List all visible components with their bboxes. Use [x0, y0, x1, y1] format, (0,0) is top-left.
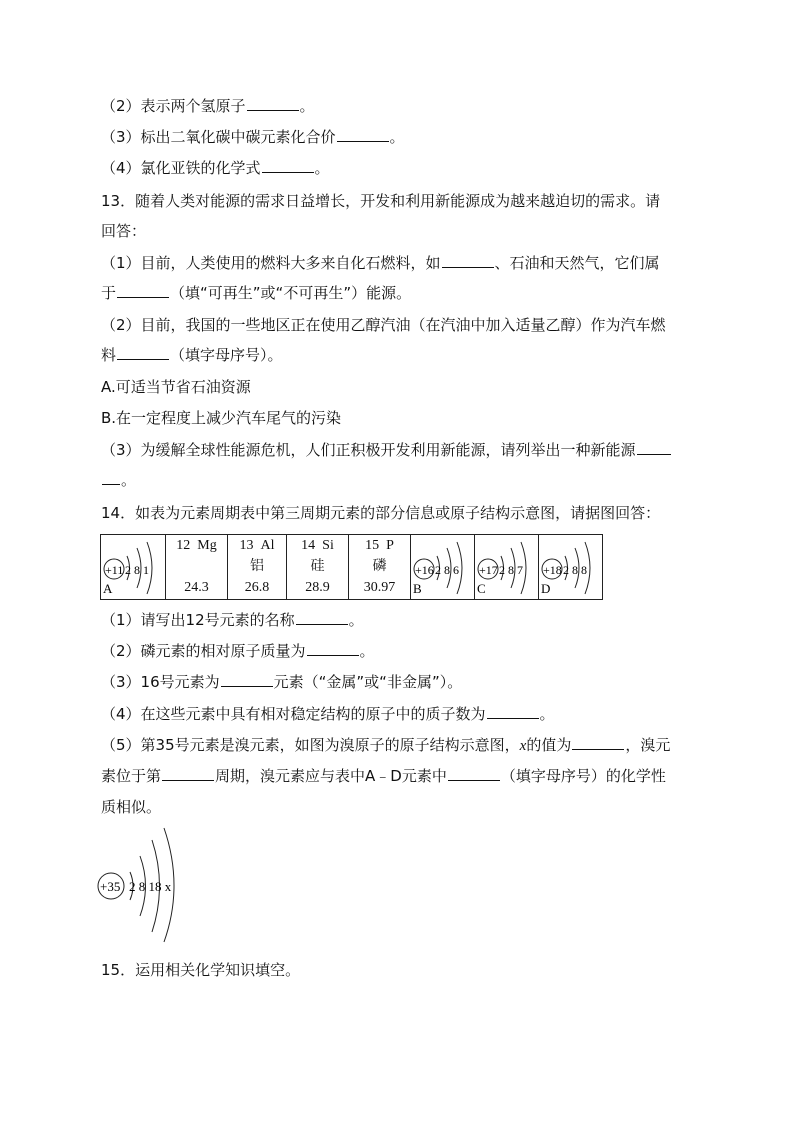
q14-part5-line3 [101, 796, 161, 818]
atomic-number: 12 [176, 538, 191, 553]
q14-text: 14．如表为元素周期表中第三周期元素的部分信息或原子结构示意图，请据图回答： [101, 504, 661, 522]
q13-stem-2 [101, 220, 146, 242]
atom-d-diagram [539, 535, 602, 595]
atom-a-diagram [101, 535, 165, 595]
atom-c-cell [475, 535, 539, 600]
atomic-mass: 30.97 [363, 580, 396, 595]
q13-part2b-text-end: （填字母序号）。 [170, 346, 283, 364]
q14-stem [101, 502, 660, 524]
atom-letter: B [413, 581, 422, 595]
answer-blank[interactable] [487, 704, 539, 719]
q13-part1-text-end: 、石油和天然气，它们属 [494, 254, 660, 272]
q13-part1-text: （1）目前，人类使用的燃料大多来自化石燃料，如 [101, 254, 441, 272]
atomic-mass: 24.3 [184, 580, 209, 595]
punct: 。 [121, 471, 137, 489]
answer-blank[interactable] [337, 127, 389, 142]
bromine-atom-diagram [94, 826, 194, 944]
q14-part5-text: （5）第35号元素是溴元素，如图为溴原子的原子结构示意图， [101, 736, 520, 754]
element-name: 铝 [250, 559, 264, 574]
q14-part5c-text: 质相似。 [101, 798, 162, 816]
q13-part2-line1 [101, 314, 666, 336]
atom-a-cell [101, 535, 166, 600]
element-si [287, 535, 349, 600]
atom-b-cell [411, 535, 475, 600]
option-b [101, 407, 341, 429]
q14-part5b-text: 素位于第 [101, 767, 162, 785]
element-al [228, 535, 287, 600]
q13-part1b-text-end: （填“可再生”或“不可再生”）能源。 [170, 284, 412, 302]
punct: 。 [389, 128, 405, 146]
q12-part4 [101, 157, 330, 179]
q14-part5b-text-end: （填字母序号）的化学性 [500, 767, 666, 785]
q15-text: 15．运用相关化学知识填空。 [101, 961, 301, 979]
element-symbol: Al [260, 538, 275, 553]
variable-x: x [519, 738, 527, 754]
q13-text: 13．随着人类对能源的需求日益增长，开发和利用新能源成为越来越迫切的需求。请 [101, 192, 661, 210]
atomic-mass: 26.8 [244, 580, 270, 595]
element-p [349, 535, 411, 600]
q13-part1-line2 [101, 282, 411, 304]
punct: 。 [348, 611, 364, 629]
nucleus-label: +18 [543, 563, 562, 577]
q13-part1-line1 [101, 252, 660, 274]
q14-part3-text: （3）16号元素为 [101, 673, 220, 691]
q13-part3-text: （3）为缓解全球性能源危机，人们正积极开发利用新能源，请列举出一种新能源 [101, 441, 636, 459]
punct: 。 [299, 97, 315, 115]
q13-part3-line2 [101, 469, 136, 491]
shell-electrons: 2 8 7 [499, 563, 523, 577]
q12-part3-text: （3）标出二氧化碳中碳元素化合价 [101, 128, 336, 146]
nucleus-label: +35 [100, 879, 121, 894]
answer-blank[interactable] [296, 610, 348, 625]
q14-part3-text-end: 元素（“金属”或“非金属”）。 [273, 673, 463, 691]
shell-electrons: 2 8 6 [435, 563, 459, 577]
element-symbol: Si [322, 538, 334, 553]
q14-part1-text: （1）请写出12号元素的名称 [101, 611, 295, 629]
shell-electrons: 2 8 8 [563, 563, 587, 577]
shell-electrons: 2 8 1 [125, 563, 149, 577]
q13-part2b-text: 料 [101, 346, 117, 364]
answer-blank[interactable] [117, 283, 169, 298]
q14-part2-text: （2）磷元素的相对原子质量为 [101, 642, 306, 660]
atomic-mass: 28.9 [305, 580, 330, 595]
q12-part2 [101, 95, 315, 117]
atomic-number: 13 [239, 538, 254, 553]
q14-part5b-text-mid: 周期，溴元素应与表中A﹣D元素中 [215, 767, 447, 785]
option-a-text: A.可适当节省石油资源 [101, 378, 251, 396]
element-symbol: Mg [197, 538, 217, 553]
answer-blank[interactable] [221, 672, 273, 687]
element-name: 磷 [372, 559, 387, 574]
element-symbol: P [386, 538, 394, 553]
q13-stem-1 [101, 190, 660, 212]
q12-part2-text: （2）表示两个氢原子 [101, 97, 246, 115]
atom-letter: C [477, 581, 486, 595]
nucleus-label: +16 [415, 563, 434, 577]
q14-part4-text: （4）在这些元素中具有相对稳定结构的原子中的质子数为 [101, 705, 486, 723]
atom-c-diagram [475, 535, 538, 595]
q14-part3 [101, 671, 462, 693]
answer-blank[interactable] [162, 766, 214, 781]
answer-blank[interactable] [262, 158, 314, 173]
q13-part1b-text: 于 [101, 284, 117, 302]
option-a [101, 376, 251, 398]
punct: 。 [359, 642, 375, 660]
q15-stem [101, 959, 300, 981]
answer-blank[interactable] [307, 641, 359, 656]
answer-blank[interactable] [247, 96, 299, 111]
atomic-number: 15 [365, 538, 380, 553]
answer-blank[interactable] [442, 253, 494, 268]
q14-part1 [101, 609, 364, 631]
q12-part4-text: （4）氯化亚铁的化学式 [101, 159, 261, 177]
shell-electrons: 2 8 18 x [129, 879, 172, 894]
nucleus-label: +11 [105, 563, 124, 577]
q14-part2 [101, 640, 375, 662]
answer-blank[interactable] [637, 440, 671, 455]
answer-blank[interactable] [117, 345, 169, 360]
nucleus-label: +17 [479, 563, 498, 577]
q12-part3 [101, 126, 405, 148]
punct: 。 [314, 159, 330, 177]
atomic-number: 14 [301, 538, 316, 553]
element-mg [166, 535, 228, 600]
q13-text-2: 回答： [101, 222, 147, 240]
q14-part5-text-end: ，溴元 [625, 736, 671, 754]
q13-part2-text: （2）目前，我国的一些地区正在使用乙醇汽油（在汽油中加入适量乙醇）作为汽车燃 [101, 316, 666, 334]
q13-part3-line1 [101, 439, 672, 461]
option-b-text: B.在一定程度上减少汽车尾气的污染 [101, 409, 342, 427]
answer-blank[interactable] [572, 735, 624, 750]
q14-part5-text-mid: 的值为 [526, 736, 572, 754]
answer-blank-cont[interactable] [102, 470, 120, 485]
atom-letter: D [541, 581, 551, 595]
q14-part5-line1 [101, 734, 670, 757]
q14-part5-line2 [101, 765, 666, 787]
atom-b-diagram [411, 535, 474, 595]
q13-part2-line2 [101, 344, 283, 366]
atom-d-cell [539, 535, 603, 600]
q14-part4 [101, 703, 555, 725]
periodic-table [100, 534, 603, 600]
answer-blank[interactable] [448, 766, 500, 781]
atom-letter: A [103, 581, 113, 595]
punct: 。 [539, 705, 555, 723]
element-name: 硅 [310, 559, 325, 574]
